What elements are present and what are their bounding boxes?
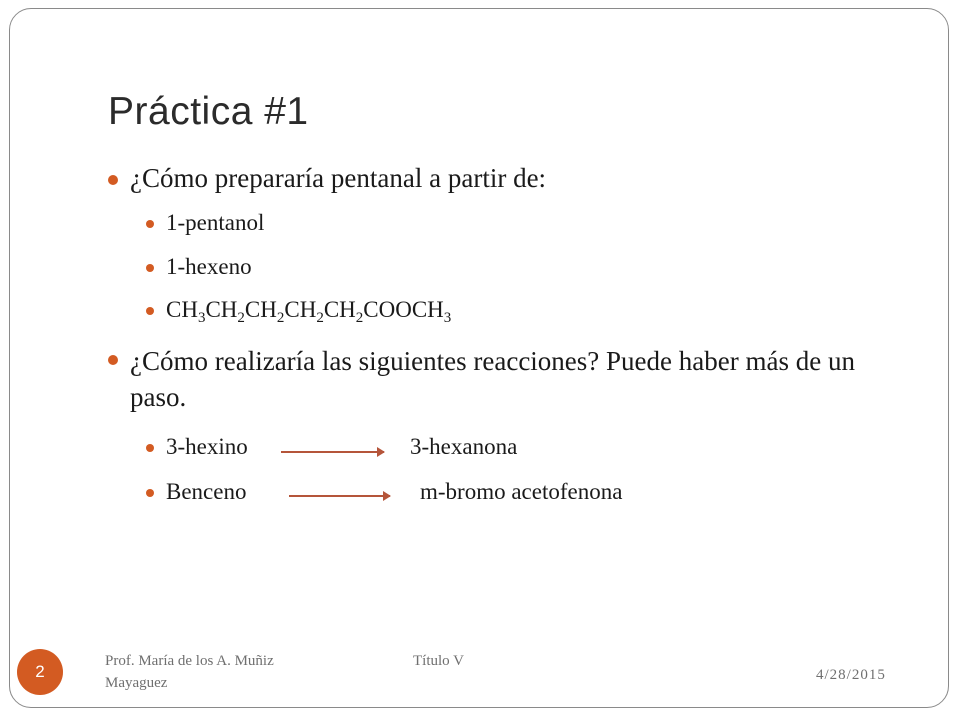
- reaction-row-1: [166, 434, 248, 460]
- reaction-row-2: [166, 479, 246, 505]
- sub-item-text: 1-hexeno: [166, 254, 252, 279]
- page-number-badge: 2: [17, 649, 63, 695]
- bullet-dot-icon: [146, 444, 154, 452]
- sub-item-1-pentanol: [166, 210, 264, 236]
- footer-author-line2: Mayaguez: [105, 675, 168, 691]
- bullet-dot-icon: [146, 220, 154, 228]
- bullet-text: ¿Cómo prepararía pentanal a partir de:: [130, 163, 547, 193]
- bullet-text: ¿Cómo realizaría las siguientes reacciones? Puede haber más de un paso.: [130, 346, 855, 412]
- bullet-question-1: [130, 163, 546, 194]
- reaction-arrow-icon: [289, 495, 390, 497]
- reactant: Benceno: [166, 479, 247, 504]
- bullet-dot-icon: [108, 175, 118, 185]
- footer-date: 4/28/2015: [816, 667, 886, 683]
- sub-item-formula: [166, 297, 452, 326]
- footer-title: Título V: [413, 653, 464, 669]
- sub-item-text: 1-pentanol: [166, 210, 265, 235]
- bullet-dot-icon: [146, 307, 154, 315]
- chemical-formula: $CH_3CH_2CH_2CH_2CH_2COOCH_3$: [166, 297, 452, 326]
- sub-item-1-hexeno: [166, 254, 252, 280]
- bullet-question-2: [130, 343, 860, 415]
- slide-title: Práctica #1: [108, 90, 309, 133]
- reactant: 3-hexino: [166, 434, 248, 459]
- reaction-arrow-icon: [281, 451, 384, 453]
- product: m-bromo acetofenona: [420, 479, 623, 504]
- product: 3-hexanona: [410, 434, 518, 459]
- bullet-dot-icon: [146, 264, 154, 272]
- footer-author-line1: Prof. María de los A. Muñiz: [105, 653, 274, 669]
- bullet-dot-icon: [108, 355, 118, 365]
- footer-author: [105, 650, 274, 694]
- bullet-dot-icon: [146, 489, 154, 497]
